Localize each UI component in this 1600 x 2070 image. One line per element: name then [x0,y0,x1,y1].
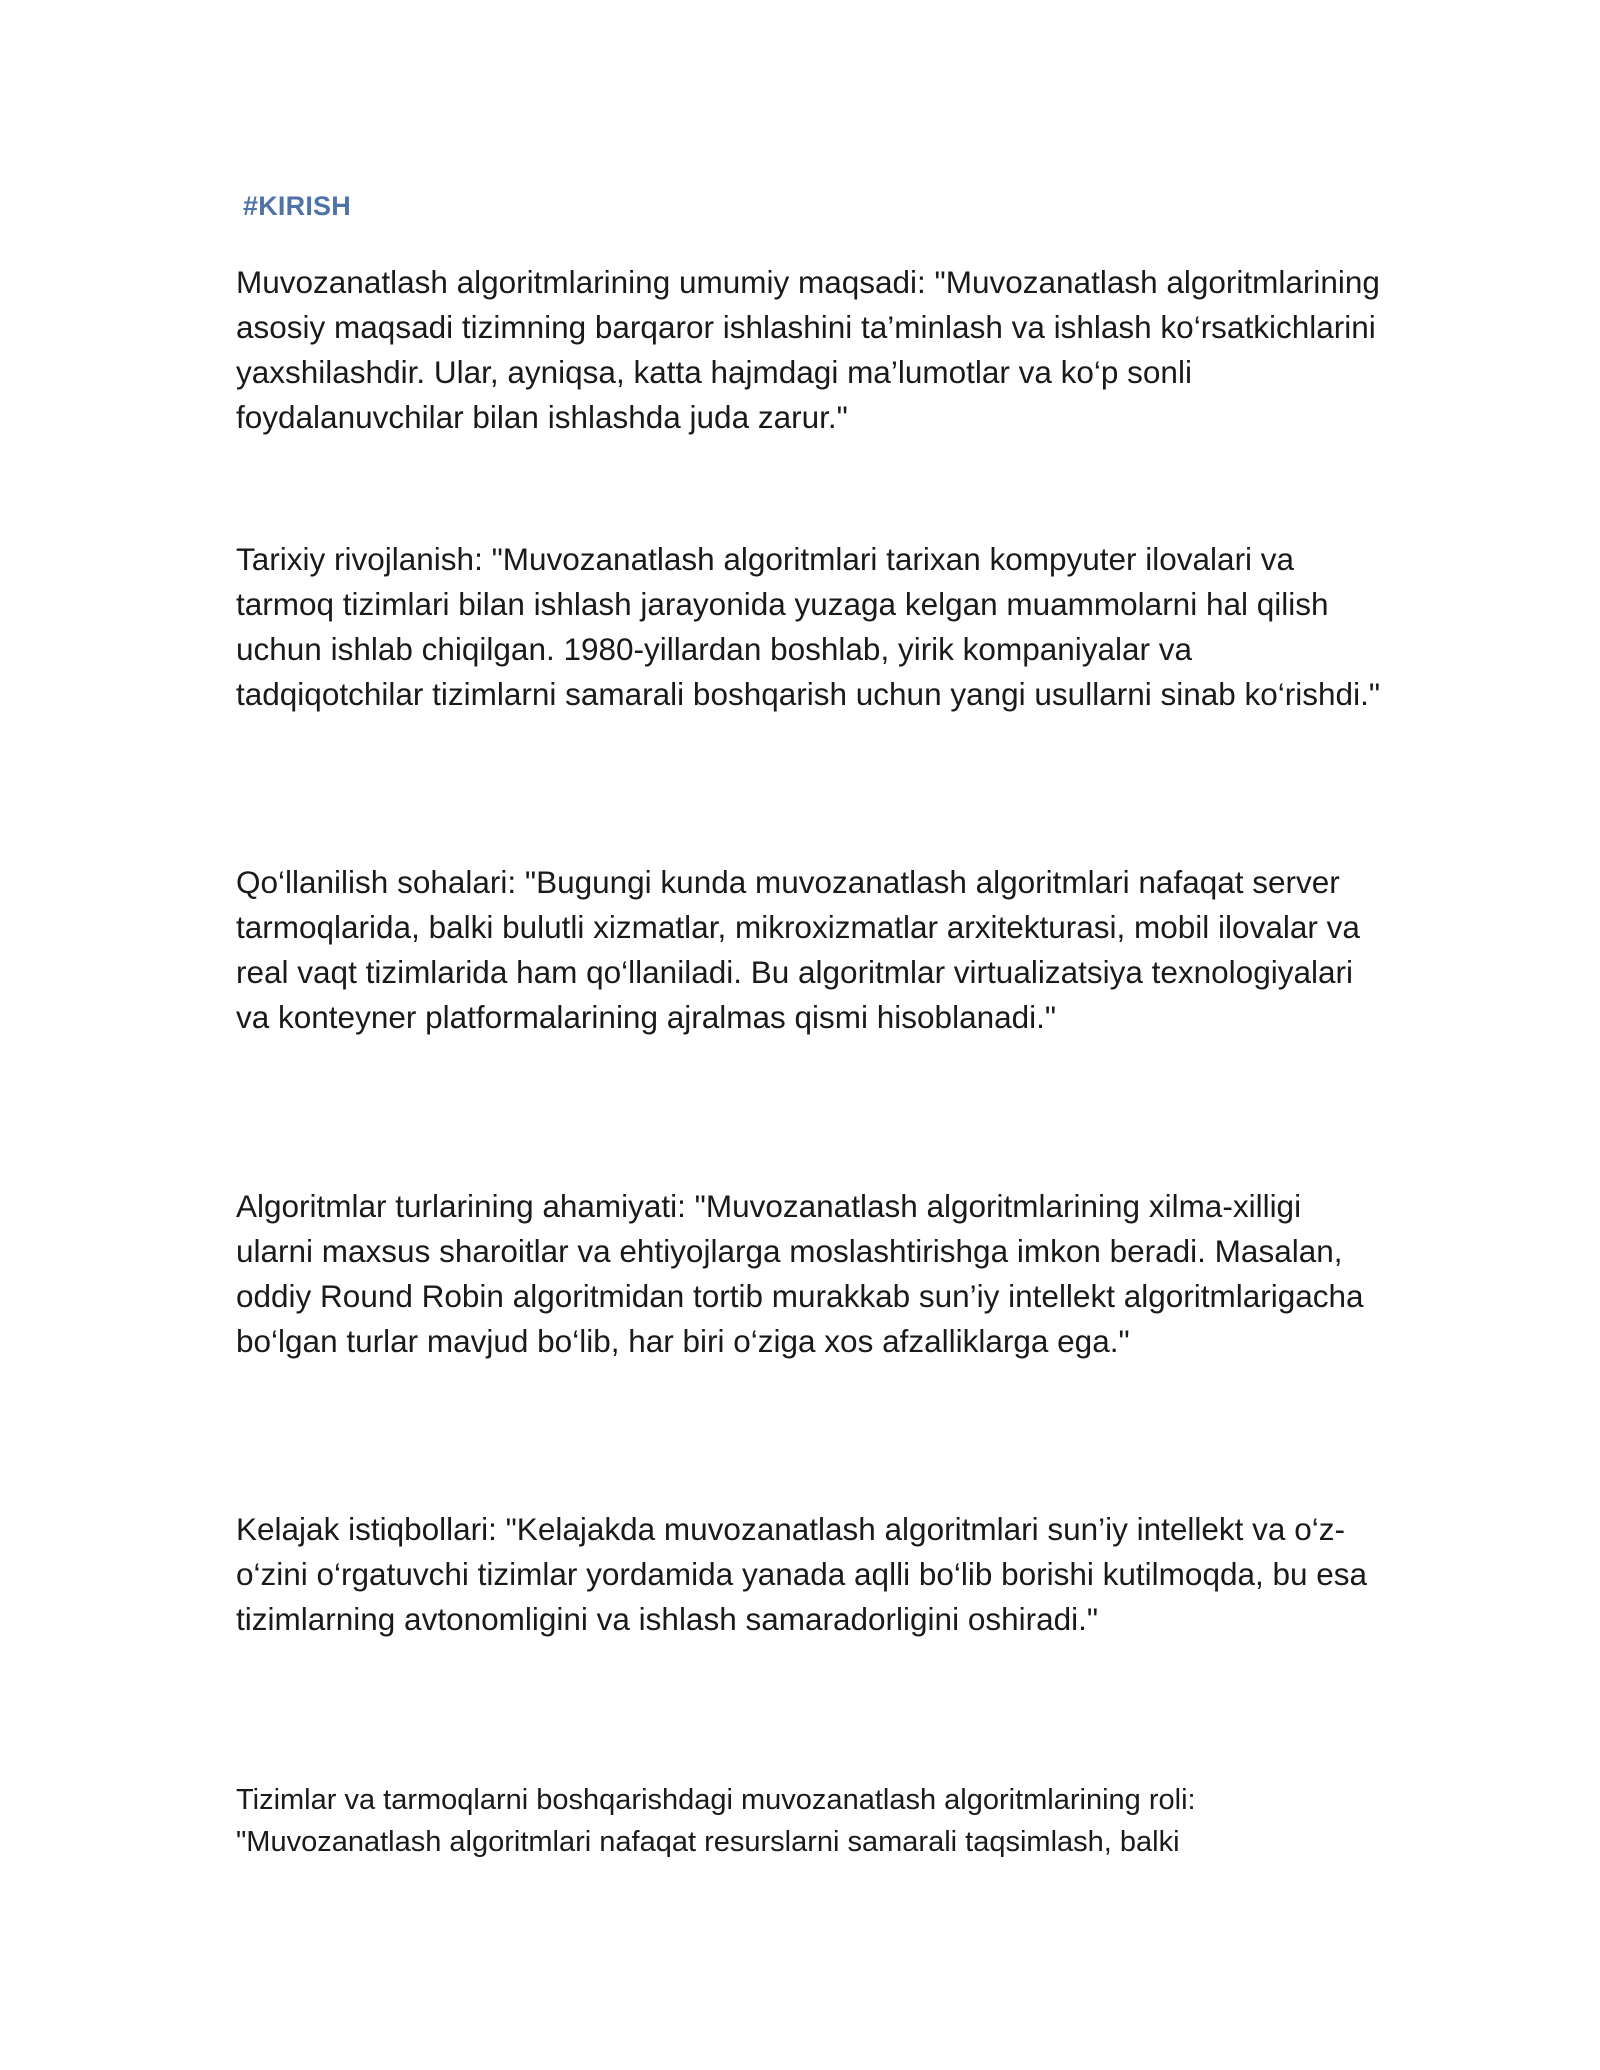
paragraph-future-prospects: Kelajak istiqbollari: "Kelajakda muvozanatlash algoritmlari sun’iy intellekt va o‘z-o‘zini o‘rgatuvchi tizimlar yordamida yanada aqlli bo‘lib borishi kutilmoqda, bu esa tizimlarning avtonomligini va ishlash samaradorligini oshiradi." [236,1511,1368,1637]
paragraph-algorithm-types: Algoritmlar turlarining ahamiyati: "Muvozanatlash algoritmlarining xilma-xilligi ularni maxsus sharoitlar va ehtiyojlarga moslashtirishga imkon beradi. Masalan, oddiy Round Robin algoritmidan tortib murakkab sun’iy intellekt algoritmlarigacha bo‘lgan turlar mavjud bo‘lib, har biri o‘ziga xos afzalliklarga ega." [236,1188,1364,1359]
paragraph-role-in-systems: Tizimlar va tarmoqlarni boshqarishdagi muvozanatlash algoritmlarining roli: "Muvozanatlash algoritmlari nafaqat resurslarni samarali taqsimlash, balki [236,1784,1196,1858]
paragraph-history: Tarixiy rivojlanish: "Muvozanatlash algoritmlari tarixan kompyuter ilovalari va tarmoq tizimlari bilan ishlash jarayonida yuzaga kelgan muammolarni hal qilish uchun ishlab chiqilgan. 1980-yillardan boshlab, yirik kompaniyalar va tadqiqotchilar tizimlarni samarali boshqarish uchun yangi usullarni sinab ko‘rishdi." [236,541,1380,712]
section-heading: #KIRISH [243,191,351,221]
paragraph-application-areas: Qo‘llanilish sohalari: "Bugungi kunda muvozanatlash algoritmlari nafaqat server tarmoqlarida, balki bulutli xizmatlar, mikroxizmatlar arxitekturasi, mobil ilovalar va real vaqt tizimlarida ham qo‘llaniladi. Bu algoritmlar virtualizatsiya texnologiyalari va konteyner platformalarining ajralmas qismi hisoblanadi." [236,864,1360,1035]
paragraph-general-goal: Muvozanatlash algoritmlarining umumiy maqsadi: "Muvozanatlash algoritmlarining asosiy maqsadi tizimning barqaror ishlashini ta’minlash va ishlash ko‘rsatkichlarini yaxshilashdir. Ular, ayniqsa, katta hajmdagi ma’lumotlar va ko‘p sonli foydalanuvchilar bilan ishlashda juda zarur." [236,264,1380,435]
